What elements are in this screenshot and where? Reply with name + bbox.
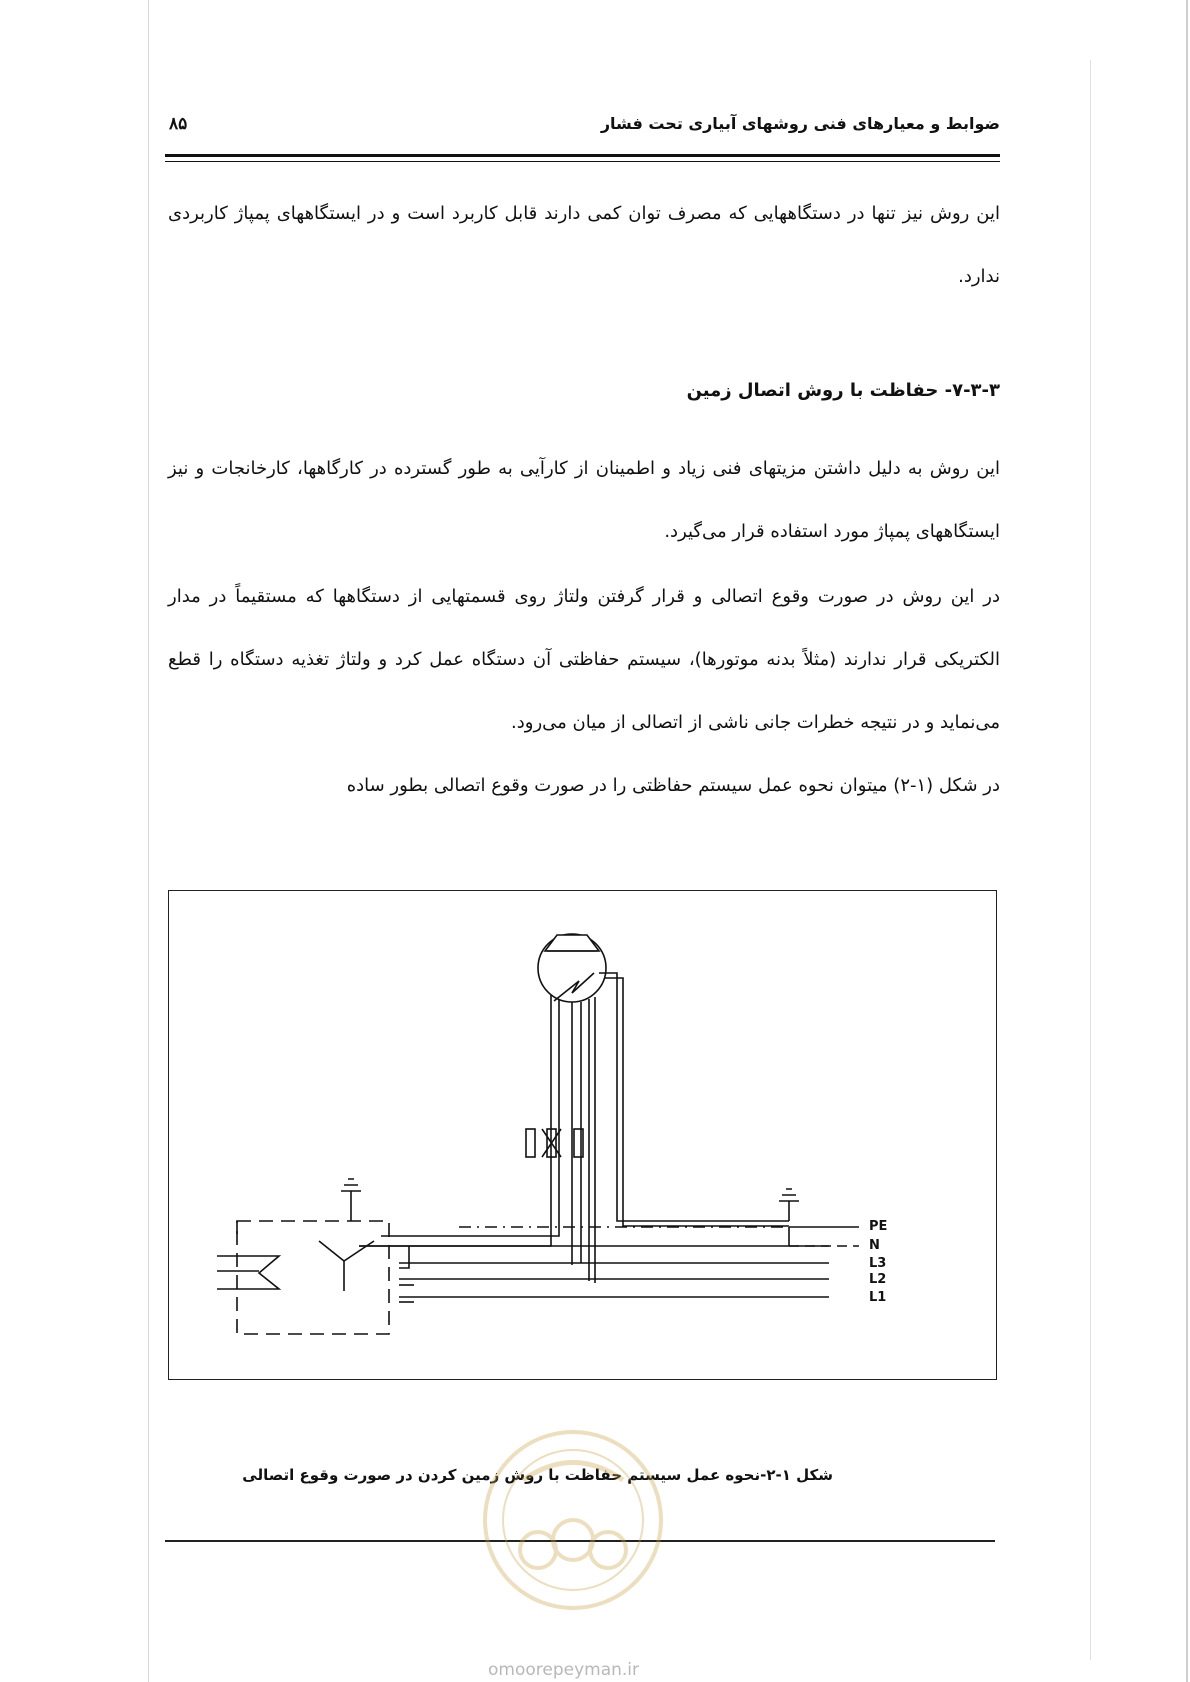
- paragraph-text: در این روش در صورت وقوع اتصالی و قرار گرفتن ولتاژ روی قسمتهایی از دستگاهها که مستقیماً در مدار الکتریکی قرار ندارند (مثلاً بدنه موتورها)، سیستم حفاظتی آن دستگاه عمل کرد و ولتاژ تغذیه دستگاه را قطع می‌نماید و در نتیجه خطرات جانی ناشی از اتصالی از میان می‌رود.: [168, 586, 1000, 733]
- pe-return-wire: [599, 973, 789, 1221]
- watermark-seal-icon: [478, 1425, 668, 1615]
- scan-edge-line: [1090, 60, 1091, 1660]
- contactor-symbol: [319, 1241, 374, 1291]
- label-l2: L2: [869, 1272, 887, 1287]
- circuit-figure: [168, 890, 997, 1380]
- label-pe: PE: [869, 1219, 888, 1234]
- paragraph-text: این روش به دلیل داشتن مزیتهای فنی زیاد و اطمینان از کارآیی به طور گسترده در کارگاهها، کارخانجات و نیز ایستگاههای پمپاژ مورد استفاده قرار می‌گیرد.: [168, 458, 1000, 542]
- fault-arc: [554, 973, 594, 1001]
- fuse: [526, 1129, 535, 1157]
- scan-edge-line: [148, 0, 149, 1682]
- scan-edge-line: [1186, 0, 1188, 1682]
- label-l3: L3: [869, 1256, 887, 1271]
- label-n: N: [869, 1238, 880, 1253]
- source-symbol: [217, 1256, 279, 1289]
- page-number: ۸۵: [169, 114, 188, 134]
- wire-l3: [359, 995, 551, 1246]
- grounding-circuit-diagram: [169, 891, 996, 1379]
- paragraph: [168, 565, 1000, 817]
- motor-housing: [545, 935, 599, 951]
- header-rule: [165, 161, 1000, 162]
- section-heading: ۷-۳-۳- حفاظت با روش اتصال زمین: [686, 380, 1000, 401]
- page-header: [165, 108, 1000, 144]
- paragraph: [168, 437, 1000, 563]
- ground-symbol: [779, 1189, 799, 1221]
- label-l1: L1: [869, 1290, 887, 1305]
- paragraph: [168, 182, 1000, 308]
- running-title: ضوابط و معیارهای فنی روشهای آبیاری تحت فشار: [600, 114, 1000, 133]
- ground-symbol: [341, 1179, 361, 1221]
- paragraph-text: در شکل (۱-۲) میتوان نحوه عمل سیستم حفاظتی را در صورت وقوع اتصالی بطور ساده: [346, 775, 1000, 796]
- paragraph-text: این روش نیز تنها در دستگاههایی که مصرف توان کمی دارند قابل کاربرد است و در ایستگاههای پمپاژ کاربردی ندارد.: [168, 203, 1000, 287]
- switch-enclosure: [237, 1221, 389, 1334]
- watermark-url: omoorepeyman.ir: [488, 1660, 640, 1680]
- figure-caption: شکل ۱-۲-نحوه عمل سیستم حفاظت با روش زمین کردن در صورت وقوع اتصالی: [242, 1466, 833, 1484]
- header-rule: [165, 154, 1000, 157]
